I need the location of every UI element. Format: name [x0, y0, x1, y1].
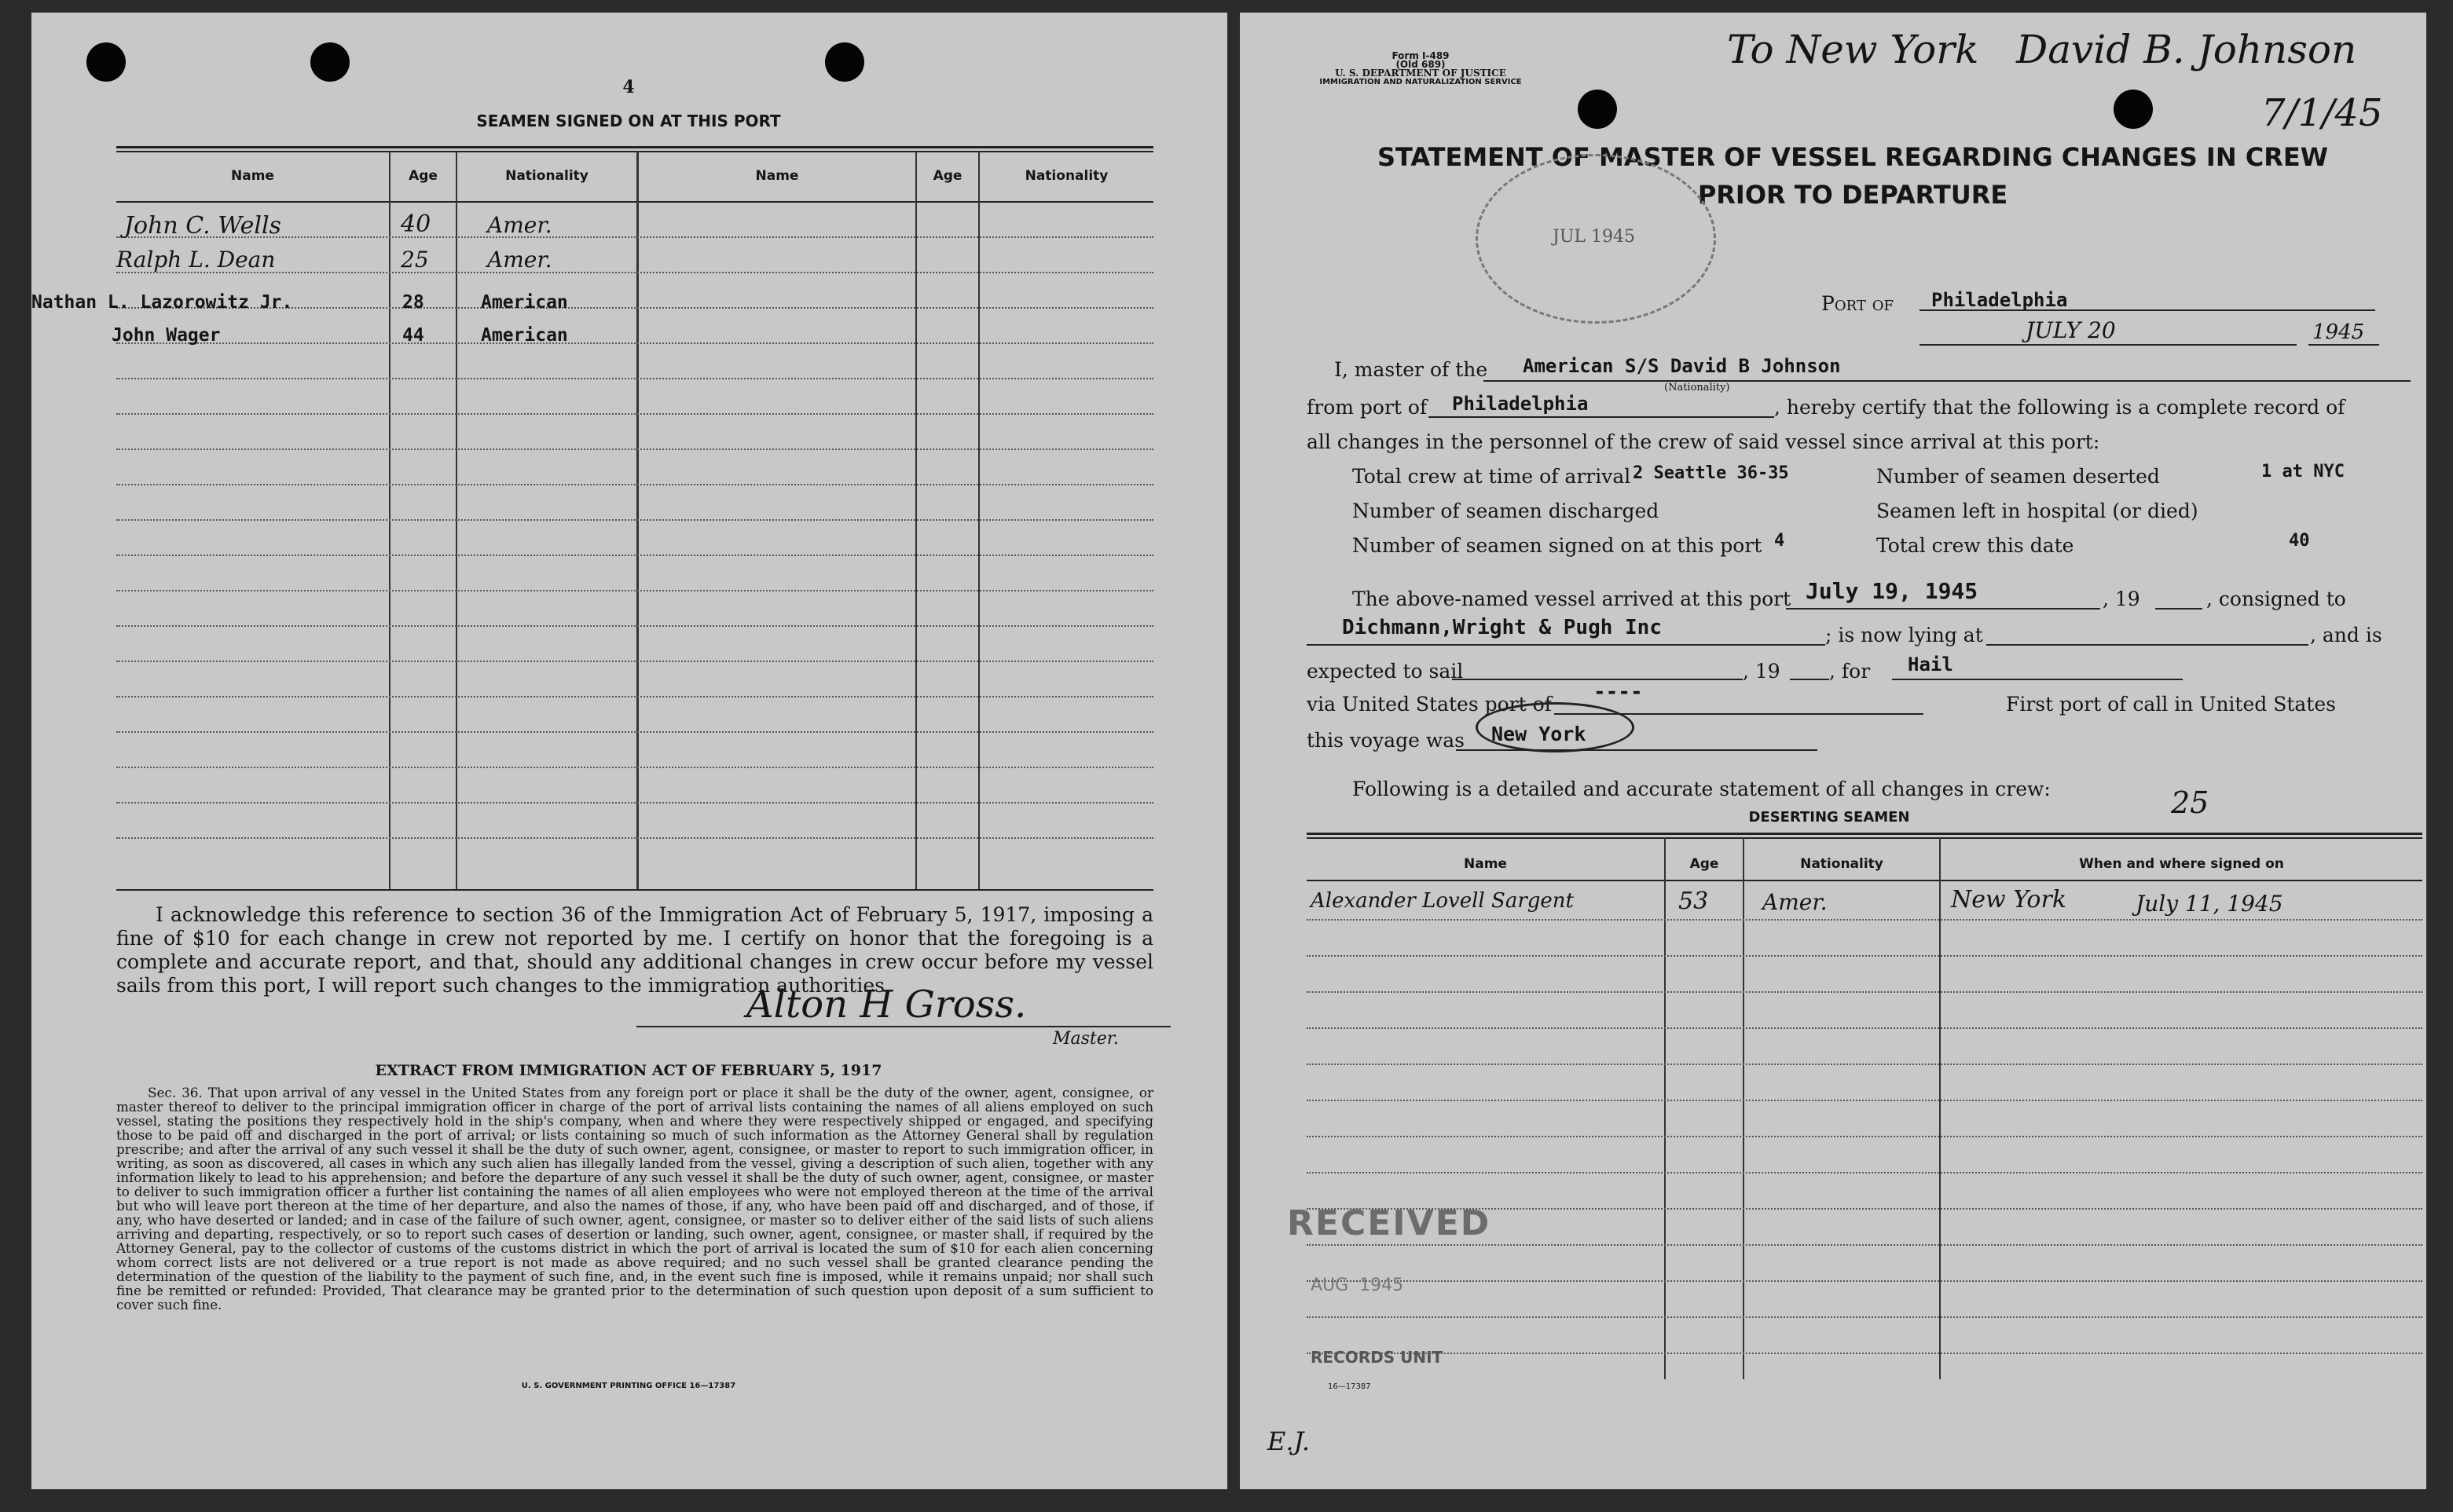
section-title: SEAMEN SIGNED ON AT THIS PORT	[476, 112, 781, 130]
title-line-1: STATEMENT OF MASTER OF VESSEL REGARDING CHANGES IN CREW	[1377, 142, 2329, 172]
desert-cell-when: July 11, 1945	[2136, 891, 2283, 917]
hospital-label: Seamen left in hospital (or died)	[1876, 500, 2198, 522]
total-crew-date-label: Total crew this date	[1876, 534, 2074, 557]
received-date: AUG 1945	[1311, 1276, 1404, 1295]
form-header	[1303, 52, 1538, 86]
table-cell-age: 44	[402, 325, 424, 346]
certify-text: , hereby certify that the following is a complete record of	[1774, 396, 2345, 419]
initials: E.J.	[1267, 1426, 1311, 1456]
column-header-age: Age	[933, 168, 962, 184]
master-label: Master.	[1053, 1029, 1119, 1049]
master-signature: Alton H Gross.	[746, 983, 1027, 1027]
sail-year-label: , 19	[1743, 660, 1780, 683]
right-page	[1240, 13, 2426, 1489]
all-changes-text: all changes in the personnel of the crew of said vessel since arrival at this port:	[1307, 430, 2100, 453]
table-cell-age: 25	[401, 247, 429, 273]
title-line-2: PRIOR TO DEPARTURE	[1697, 180, 2008, 210]
column-header-age: Age	[409, 168, 438, 184]
from-port-value: Philadelphia	[1452, 393, 1589, 415]
desert-cell-where: New York	[1951, 886, 2066, 913]
year-value: 1945	[2312, 320, 2365, 344]
column-header-nationality: Nationality	[1800, 856, 1883, 872]
signed-on-label: Number of seamen signed on at this port	[1352, 534, 1762, 557]
form-title	[1303, 138, 2403, 214]
total-crew-date-value: 40	[2289, 531, 2310, 551]
extract-text: Sec. 36. That upon arrival of any vessel in the United States from any foreign port or place it shall be the duty of the owner, agent, consignee, or master thereof to deliver to the principal immigration officer in charge of the port of arrival lists containing the names of all aliens employed on such vessel, stating the positions they respectively hold in the ship's company, when and where they were respectively shipped or engaged, and specifying those to be paid off and discharged in the port of arrival; or lists containing so much of such information as the Attorney General shall by regulation prescribe; and after the arrival of any such vessel it shall be the duty of such owner, agent, consignee, or master to report to such immigration officer, in writing, as soon as discovered, all cases in which any such alien has illegally landed from the vessel, giving a description of such alien, together with any information likely to lead to his apprehension; and before the departure of any such vessel it shall be the duty of such owner, agent, consignee, or master to deliver to such immigration officer a further list containing the names of all alien employees who were not employed thereon at the time of the arrival but who will leave port thereon at the time of her departure, and also the names of those, if any, who have been paid off and discharged, and of those, if any, who have deserted or landed; and in case of the failure of such owner, agent, consignee, or master so to deliver either of the said lists of such aliens arriving and departing, respectively, or so to report such cases of desertion or landing, such owner, agent, consignee, or master shall, if required by the Attorney General, pay to the collector of customs of the customs district in which the port of arrival is located the sum of $10 for each alien concerning whom correct lists are not delivered or a true report is not made as above required; and no such vessel shall be granted clearance pending the determination of the question of the liability to the payment of such fine, and, in the event such fine is imposed, while it remains unpaid; nor shall such fine be remitted or refunded: Provided, That clearance may be granted prior to the determination of such question upon deposit of a sum sufficient to cover such fine.	[116, 1085, 1153, 1312]
from-port-label: from port of	[1307, 396, 1428, 419]
for-value: Hail	[1908, 653, 1953, 675]
column-header-name: Name	[755, 168, 799, 184]
desert-cell-nationality: Amer.	[1762, 889, 1828, 915]
deserting-title: DESERTING SEAMEN	[1748, 809, 1910, 826]
column-header-name: Name	[1464, 856, 1507, 872]
vessel-value: American S/S David B Johnson	[1523, 355, 1841, 377]
column-header-age: Age	[1689, 856, 1719, 872]
consigned-label: , consigned to	[2206, 588, 2346, 610]
deserted-value: 1 at NYC	[2261, 462, 2345, 481]
left-page	[31, 13, 1227, 1489]
records-unit-stamp: RECORDS UNIT	[1311, 1348, 1443, 1367]
following-text: Following is a detailed and accurate statement of all changes in crew:	[1352, 778, 2051, 800]
date-value: JULY 20	[2026, 317, 2116, 343]
desert-cell-age: 53	[1678, 888, 1709, 915]
table-cell-nationality: American	[481, 292, 568, 313]
expected-label: expected to sail	[1307, 660, 1464, 683]
printer-line: U. S. GOVERNMENT PRINTING OFFICE 16—17387	[521, 1382, 736, 1390]
signed-on-value: 4	[1774, 531, 1785, 551]
stamp-date: JUL 1945	[1553, 227, 1635, 247]
voyage-value: New York	[1491, 723, 1586, 745]
total-crew-arrival-value: 2 Seattle 36-35	[1633, 463, 1789, 483]
column-header-nationality: Nationality	[1025, 168, 1109, 184]
table-cell-nationality: Amer.	[487, 247, 552, 273]
deserted-label: Number of seamen deserted	[1876, 465, 2160, 488]
handwritten-count: 25	[2171, 785, 2209, 820]
first-port-label: First port of call in United States	[2006, 693, 2336, 716]
table-cell-nationality: Amer.	[487, 212, 552, 238]
column-header-name: Name	[231, 168, 274, 184]
table-cell-age: 40	[401, 211, 431, 238]
received-stamp: RECEIVED	[1287, 1203, 1491, 1243]
punch-hole	[1578, 90, 1617, 129]
column-header-when-where: When and where signed on	[2079, 856, 2284, 872]
port-label: Port of	[1821, 292, 1894, 315]
table-cell-name: John Wager	[112, 325, 221, 346]
desert-cell-name: Alexander Lovell Sargent	[1311, 889, 1574, 913]
form-old-number: (Old 689)	[1395, 59, 1446, 70]
voyage-label: this voyage was	[1307, 729, 1465, 752]
date-stamp	[1476, 154, 1716, 324]
table-cell-name: John C. Wells	[124, 212, 281, 240]
punch-hole	[86, 42, 126, 82]
table-cell-name: Ralph L. Dean	[116, 247, 276, 273]
discharged-label: Number of seamen discharged	[1352, 500, 1659, 522]
via-value: ----	[1593, 680, 1643, 704]
consignee-value: Dichmann,Wright & Pugh Inc	[1342, 616, 1662, 639]
table-cell-nationality: American	[481, 325, 568, 346]
punch-hole	[310, 42, 350, 82]
handwritten-date: 7/1/45	[2261, 91, 2383, 135]
handwritten-destination: To New York David B. Johnson	[1727, 27, 2357, 72]
acknowledgement-text: I acknowledge this reference to section 36 of the Immigration Act of February 5, 1917, imposing a fine of $10 for each change in crew not reported by me. I certify on honor that the foregoing is a complete and accurate report, and that, should any additional changes in crew occur before my vessel sails from this port, I will report such changes to the immigration authorities.	[116, 903, 1153, 997]
column-header-nationality: Nationality	[505, 168, 588, 184]
page-number: 4	[622, 77, 635, 97]
and-is-label: , and is	[2310, 624, 2382, 646]
port-value: Philadelphia	[1931, 289, 2068, 311]
table-cell-age: 28	[402, 292, 424, 313]
arrived-value: July 19, 1945	[1806, 578, 1978, 604]
arrived-year-label: , 19	[2103, 588, 2140, 610]
for-label: , for	[1829, 660, 1871, 683]
via-label: via United States port of	[1307, 693, 1552, 716]
table-cell-name: Nathan L. Lazorowitz Jr.	[31, 292, 293, 313]
master-of-label: I, master of the	[1334, 358, 1488, 381]
printer-code: 16—17387	[1328, 1382, 1371, 1391]
lying-label: ; is now lying at	[1825, 624, 1983, 646]
arrived-label: The above-named vessel arrived at this port	[1352, 588, 1791, 610]
extract-title: EXTRACT FROM IMMIGRATION ACT OF FEBRUARY 5, 1917	[375, 1062, 882, 1079]
department-name: U. S. DEPARTMENT OF JUSTICE	[1335, 68, 1506, 79]
nationality-hint: (Nationality)	[1664, 382, 1730, 394]
form-number: Form I-489	[1392, 50, 1450, 61]
punch-hole	[825, 42, 864, 82]
service-name: IMMIGRATION AND NATURALIZATION SERVICE	[1319, 78, 1522, 86]
total-crew-arrival-label: Total crew at time of arrival	[1352, 465, 1631, 488]
punch-hole	[2114, 90, 2153, 129]
